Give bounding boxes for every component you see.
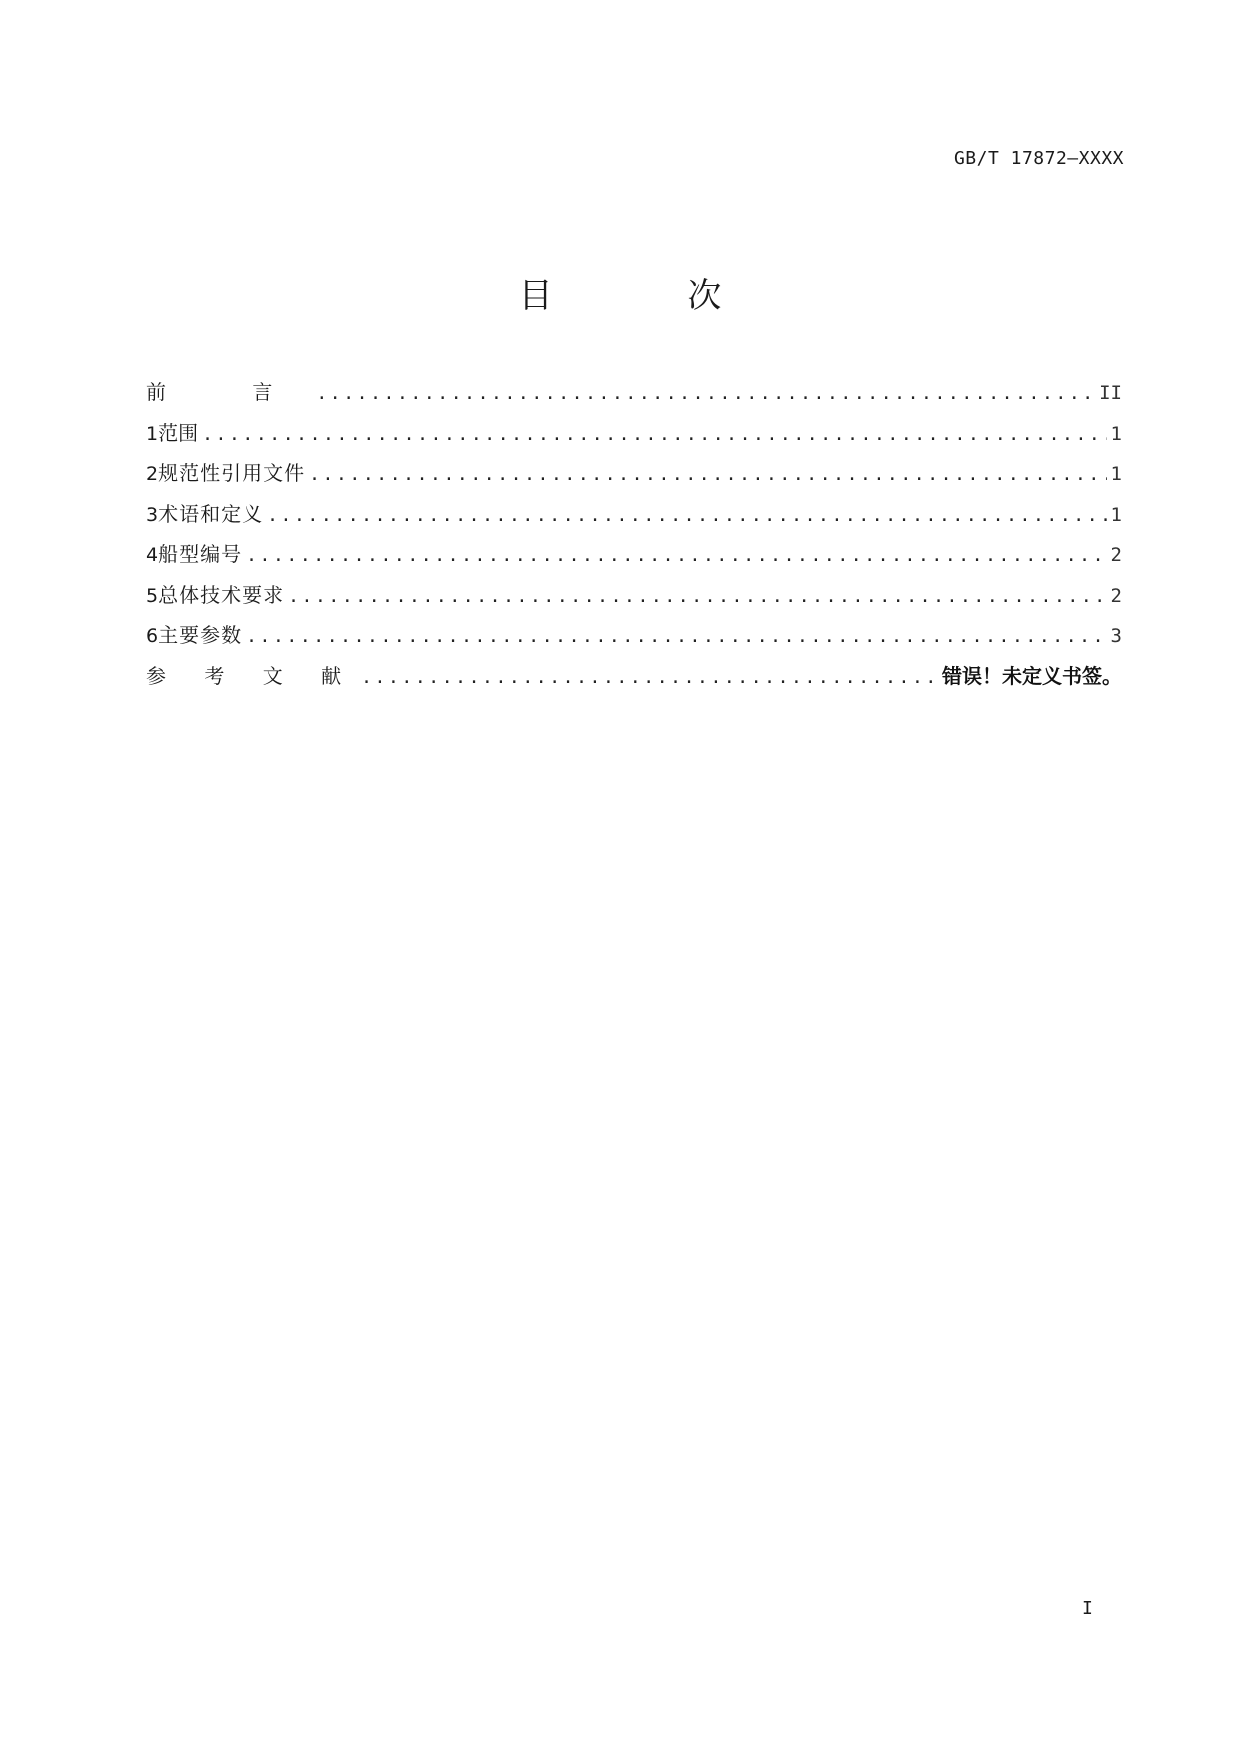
page-number: I — [1082, 1598, 1093, 1619]
toc-entry-number: 6 — [146, 625, 159, 647]
toc-entry-number: 5 — [146, 584, 159, 607]
toc-entry-number: 1 — [146, 422, 159, 445]
toc-title: 目 次 — [518, 276, 784, 316]
standard-code: GB/T 17872—XXXX — [953, 148, 1124, 169]
toc-leader-dots — [246, 536, 1106, 577]
toc-leader-dots — [202, 415, 1106, 456]
toc-leader-dots — [361, 658, 938, 699]
toc-entry-page: 2 — [1110, 544, 1122, 566]
toc-entry-ship-type-number[interactable] — [146, 534, 1122, 575]
toc-entry-label: 范围 — [158, 420, 199, 445]
toc-leader-dots — [267, 496, 1106, 537]
toc-entry-number: 2 — [146, 463, 159, 485]
table-of-contents — [146, 372, 1122, 696]
toc-entry-label: 术语和定义 — [158, 501, 264, 526]
toc-entry-label: 总体技术要求 — [158, 582, 285, 607]
toc-entry-label: 规范性引用文件 — [158, 461, 306, 485]
toc-leader-dots — [288, 577, 1106, 618]
toc-entry-page: 1 — [1110, 503, 1122, 526]
toc-entry-terms-definitions[interactable] — [146, 494, 1122, 535]
toc-entry-page: 1 — [1110, 463, 1122, 485]
toc-leader-dots — [246, 617, 1106, 658]
toc-entry-scope[interactable] — [146, 413, 1122, 454]
toc-entry-general-requirements[interactable] — [146, 575, 1122, 616]
toc-entry-label: 前 言 — [146, 380, 313, 404]
toc-entry-bibliography[interactable] — [146, 656, 1122, 697]
toc-bookmark-error: 错误！未定义书签。 — [942, 663, 1122, 688]
toc-entry-main-parameters[interactable] — [146, 615, 1122, 656]
toc-entry-page: II — [1099, 382, 1122, 404]
toc-entry-label: 船型编号 — [158, 542, 243, 566]
toc-entry-page: 3 — [1110, 625, 1122, 647]
toc-entry-page: 1 — [1110, 422, 1122, 445]
toc-entry-page: 2 — [1110, 584, 1122, 607]
toc-entry-label: 参 考 文 献 — [146, 663, 358, 688]
toc-entry-normative-references[interactable] — [146, 453, 1122, 494]
toc-leader-dots — [309, 455, 1106, 496]
toc-entry-number: 3 — [146, 503, 159, 526]
toc-entry-foreword[interactable] — [146, 372, 1122, 413]
toc-entry-number: 4 — [146, 544, 159, 566]
toc-entry-label: 主要参数 — [158, 623, 243, 647]
toc-leader-dots — [316, 374, 1095, 415]
